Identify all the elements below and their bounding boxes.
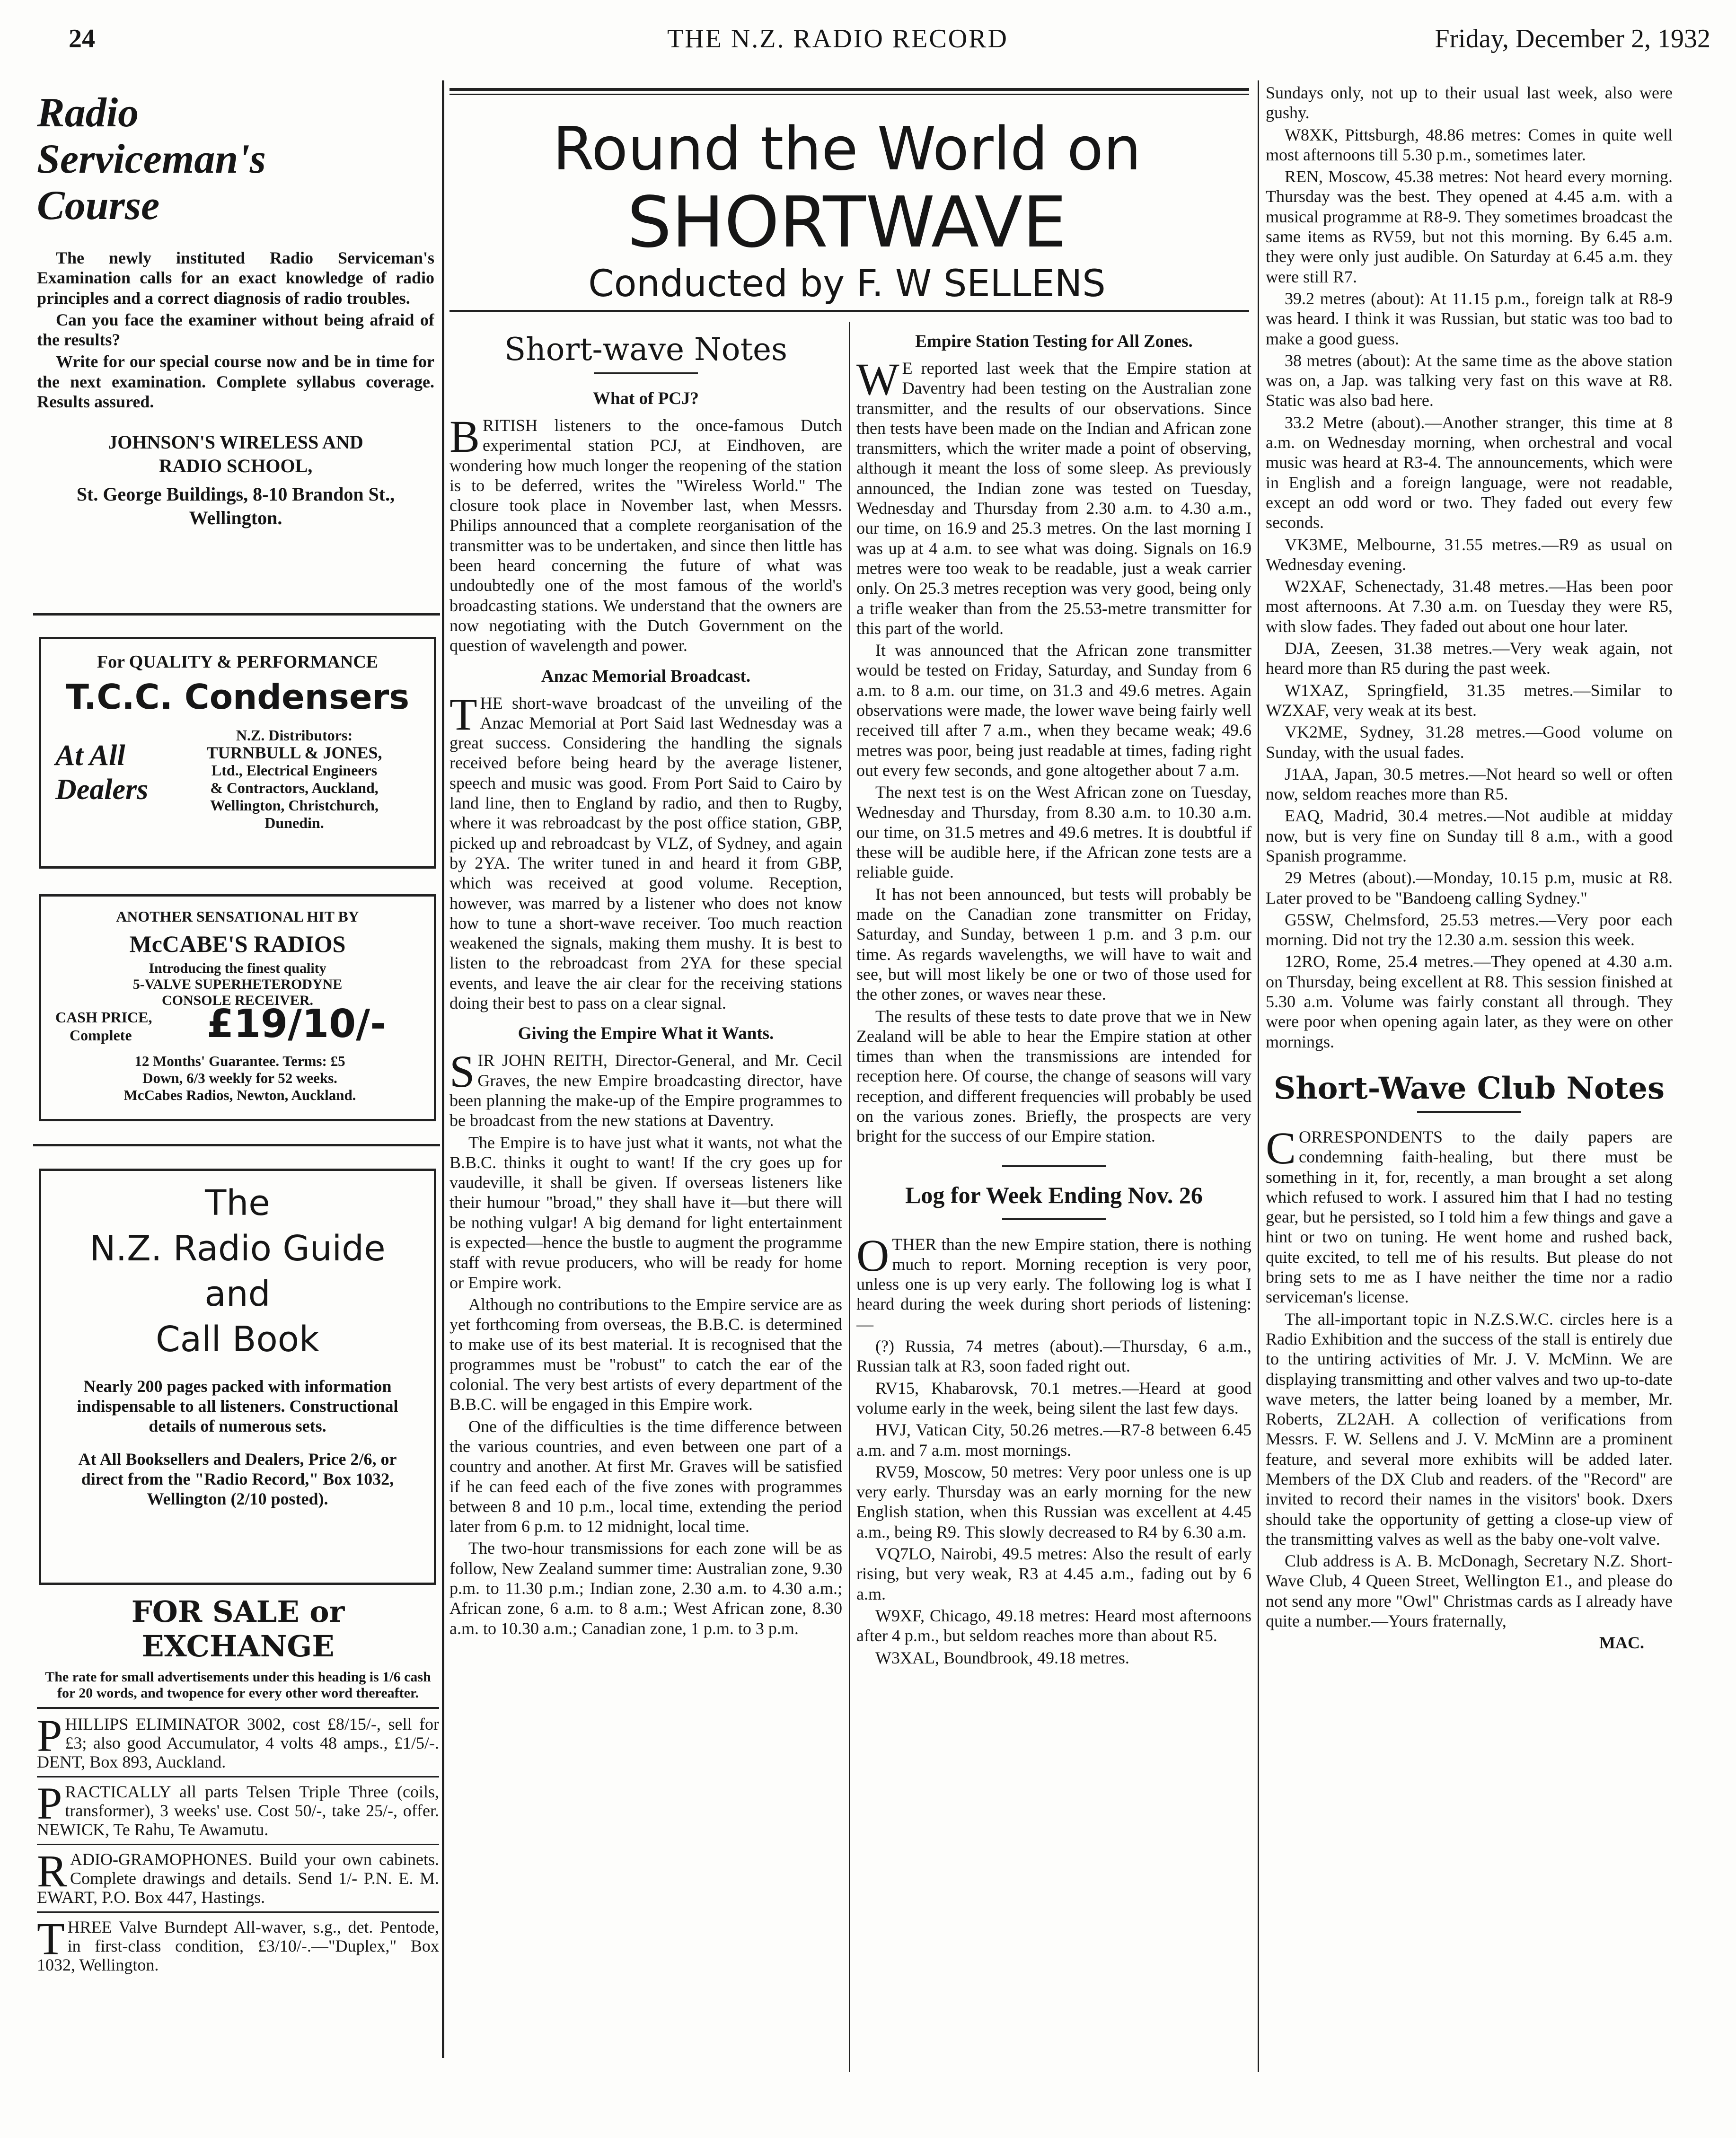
guide-title: and	[204, 1274, 271, 1314]
ad-body: The newly instituted Radio Serviceman's Examination calls for an exact knowledge of radio principles and a correct diagnosis of radio troubles.	[37, 248, 434, 308]
issue-date: Friday, December 2, 1932	[1435, 24, 1710, 53]
banner	[445, 99, 1249, 305]
mccabe-terms: Down, 6/3 weekly for 52 weeks.	[142, 1070, 337, 1086]
empire-testing-column	[856, 331, 1251, 2072]
mccabe-intro: CONSOLE RECEIVER.	[161, 993, 314, 1008]
classifieds-rule	[37, 1707, 439, 1709]
tcc-distributor: Dunedin.	[264, 814, 324, 831]
classified-item: THREE Valve Burndept All-waver, s.g., det. Pentode, in first-class condition, £3/10/-.—"Duplex," Box 1032, Wellington.	[37, 1913, 439, 1974]
subheading: Giving the Empire What it Wants.	[518, 1024, 774, 1044]
log-entry: VQ7LO, Nairobi, 49.5 metres: Also the result of early rising, but very weak, R3 at 4.45 a.m., fading out by 6 a.m.	[856, 1544, 1251, 1603]
article-paragraph: One of the difficulties is the time difference between the various countries, and even between one part of a country and another. At first Mr. Graves will be satisfied if he can feed each of the five zones with programmes between 8 and 10 p.m., local time, extending the period later from 6 p.m. to 12 midnight, local time.	[449, 1417, 842, 1536]
mccabe-price: £19/10/-	[207, 1002, 387, 1047]
masthead	[0, 19, 1736, 71]
classifieds-rule	[37, 1776, 439, 1777]
article-paragraph: The next test is on the West African zone on Tuesday, Wednesday and Thursday, from 8.30 a.m. to 10.30 a.m. our time, on 31.5 metres and 49.6 metres. It is doubtful if these will be audible here, if the African zone tests are a reliable guide.	[856, 783, 1251, 882]
school-address: St. George Buildings, 8-10 Brandon St.,	[76, 484, 395, 505]
classified-item: PHILLIPS ELIMINATOR 3002, cost £8/15/-, sell for £3; also good Accumulator, 4 volts 48 amps., £1/5/-. DENT, Box 893, Auckland.	[37, 1710, 439, 1771]
log-entry: 39.2 metres (about): At 11.15 p.m., foreign talk at R8-9 was heard. I think it was Russian, but static was too bad to make a good guess.	[1266, 289, 1673, 348]
club-paragraph: The all-important topic in N.Z.S.W.C. circles here is a Radio Exhibition and the success of the stall is entirely due to the untiring activities of Mr. J. V. McMinn. We are displaying transmitting and other valves and two up-to-date wave meters, the latter being loaned by a member, Mr. Roberts, ZL2AH. A collection of verifications from Messrs. F. W. Sellens and J. V. McMinn are a prominent feature, and several more exhibits will be added later. Members of the DX Club and readers. of the "Record" are invited to record their names in the visitors' book. Dxers should take the opportunity of getting a close-up view of the transmitting valves as well as the baby one-volt valve.	[1266, 1309, 1673, 1549]
school-address: Wellington.	[189, 507, 282, 529]
serviceman-ad	[37, 90, 434, 610]
log-entry: G5SW, Chelmsford, 25.53 metres.—Very poor each morning. Did not try the 12.30 a.m. session this week.	[1266, 910, 1673, 950]
section-divider	[33, 613, 440, 616]
log-entry: W3XAL, Boundbrook, 49.18 metres.	[875, 1648, 1129, 1667]
school-name: RADIO SCHOOL,	[159, 455, 313, 477]
log-title: Log for Week Ending Nov. 26	[905, 1181, 1203, 1208]
page-number: 24	[69, 24, 95, 53]
classifieds	[37, 1590, 439, 2063]
classified-item: RADIO-GRAMOPHONES. Build your own cabinets. Complete drawings and details. Send 1/- P.N. E. M. EWART, P.O. Box 447, Hastings.	[37, 1846, 439, 1907]
article-paragraph: SIR JOHN REITH, Director-General, and Mr. Cecil Graves, the new Empire broadcasting director, have been planning the make-up of the Empire programmes to be broadcast from the new stations at Daventry.	[449, 1046, 842, 1130]
log-entry: W1XAZ, Springfield, 31.35 metres.—Similar to WZXAF, very weak at its best.	[1266, 680, 1673, 720]
column-rule	[1258, 80, 1259, 2072]
section-title: Short-wave Notes	[504, 331, 787, 368]
banner-rule-top	[449, 88, 1249, 91]
tcc-distributor: N.Z. Distributors:	[236, 727, 353, 744]
tcc-product: T.C.C. Condensers	[65, 677, 410, 717]
club-title: Short-Wave Club Notes	[1273, 1070, 1665, 1106]
tcc-ad	[39, 637, 436, 869]
log-entry: HVJ, Vatican City, 50.26 metres.—R7-8 between 6.45 a.m. and 7 a.m. most mornings.	[856, 1420, 1251, 1460]
log-entry: RV15, Khabarovsk, 70.1 metres.—Heard at good volume early in the week, being silent the last few days.	[856, 1378, 1251, 1417]
mccabe-intro: Introducing the finest quality	[149, 960, 326, 976]
log-entry: (?) Russia, 74 metres (about).—Thursday, 6 a.m., Russian talk at R3, soon faded right out.	[856, 1337, 1251, 1376]
banner-byline: Conducted by F. W SELLENS	[588, 263, 1106, 305]
banner-line: Round the World on	[553, 114, 1141, 184]
log-entry: W9XF, Chicago, 49.18 metres: Heard most afternoons after 4 p.m., but seldom reaches more than about R5.	[856, 1606, 1251, 1645]
article-paragraph: The two-hour transmissions for each zone will be as follow, New Zealand summer time: Australian zone, 9.30 p.m. to 11.30 p.m.; Indian zone, 2.30 a.m. to 4.30 a.m.; African zone, 6 a.m. to 8 a.m.; West African zone, 8.30 a.m. to 10.30 a.m.; Canadian zone, 1 p.m. to 3 p.m.	[449, 1539, 842, 1638]
mccabe-terms: 12 Months' Guarantee. Terms: £5	[134, 1053, 345, 1069]
mccabe-intro: 5-VALVE SUPERHETERODYNE	[132, 977, 343, 992]
log-entry: VK3ME, Melbourne, 31.55 metres.—R9 as usual on Wednesday evening.	[1266, 535, 1673, 574]
column-rule	[849, 322, 850, 2072]
log-entry: 29 Metres (about).—Monday, 10.15 p.m, music at R8. Later proved to be "Bandoeng calling Sydney."	[1266, 868, 1673, 907]
mccabe-ad	[39, 894, 436, 1121]
publication-name: THE N.Z. RADIO RECORD	[667, 24, 1008, 53]
classifieds-rate: The rate for small advertisements under this heading is 1/6 cash for 20 words, and twopence for every other word thereafter.	[45, 1669, 431, 1701]
guide-title: N.Z. Radio Guide	[89, 1228, 386, 1269]
article-paragraph: WE reported last week that the Empire station at Daventry had been testing on the Australian zone transmitter, and the results of our observations. Since then tests have been made on the Indian and African zone transmitters, which the writer made a point of observing, although it meant the loss of some sleep. As previously announced, the Indian zone was tested on Tuesday, Wednesday and Thursday from 2.30 a.m. to 4.30 a.m., our time, on 16.9 and 25.3 metres. On the last morning I was up at 4 a.m. to see what was doing. Signals on 16.9 metres were too weak to be readable, just a weak carrier only. On 25.3 metres reception was very good, being only a trifle weaker than from the 25.53-metre transmitter for this part of the world.	[856, 354, 1251, 638]
log-entry: DJA, Zeesen, 31.38 metres.—Very weak again, not heard more than R5 during the past week.	[1266, 639, 1673, 678]
log-entry: W2XAF, Schenectady, 31.48 metres.—Has been poor most afternoons. At 7.30 a.m. on Tuesday they were R5, with slow fades. They faded out about one hour later.	[1266, 577, 1673, 636]
log-entry: W8XK, Pittsburgh, 48.86 metres: Comes in quite well most afternoons till 5.30 p.m., sometimes later.	[1266, 125, 1673, 164]
tcc-distributor: Ltd., Electrical Engineers	[211, 762, 378, 779]
log-continued-column	[1266, 83, 1673, 2070]
article-paragraph: BRITISH listeners to the once-famous Dutch experimental station PCJ, at Eindhoven, are wondering how much longer the reopening of the station is to be deferred, writes the "Wireless World." The closure took place in November last, when Messrs. Philips announced that a complete reorganisation of the transmitter was to be undertaken, and since then little has been heard concerning the future of what was undoubtedly one of the most famous of the world's broadcasting stations. We understand that the owners are now negotiating with the Dutch Government on the question of wavelength and power.	[449, 411, 842, 655]
mccabe-cash: Complete	[70, 1027, 132, 1044]
subheading: Empire Station Testing for All Zones.	[915, 332, 1193, 351]
article-paragraph: The Empire is to have just what it wants, not what the B.B.C. thinks it ought to want! If the cry goes up for vaudeville, it shall be given. If overseas listeners like their humour "broad," they shall have it—but there will be nothing vulgar! A big demand for light entertainment is expected—hence the bustle to augment the programme staff with revue producers, who will be ready for home or Empire work.	[449, 1133, 842, 1292]
log-entry: 38 metres (about): At the same time as the above station was on, a Jap. was talking very fast on this wave at R8. Static was also bad here.	[1266, 351, 1673, 410]
log-entry: 12RO, Rome, 25.4 metres.—They opened at 4.30 a.m. on Thursday, being excellent at R8. This session finished at 5.30 a.m. Volume was fairly constant all through. They were poor when opening again later, as they were on other mornings.	[1266, 952, 1673, 1051]
title-rule	[1417, 1111, 1521, 1113]
subheading: Anzac Memorial Broadcast.	[541, 666, 751, 686]
title-rule	[594, 372, 698, 374]
mccabe-terms: McCabes Radios, Newton, Auckland.	[123, 1087, 356, 1103]
radio-guide-ad	[39, 1169, 436, 1585]
tcc-at-all: At All	[55, 739, 125, 772]
guide-title: Call Book	[156, 1319, 319, 1360]
shortwave-notes-column	[449, 331, 842, 2072]
classifieds-heading: FOR SALE or EXCHANGE	[131, 1594, 345, 1663]
log-entry: REN, Moscow, 45.38 metres: Not heard every morning. Thursday was the best. They opened at 4.45 a.m. with a musical programme at R8-9. They sometimes broadcast the same items as RV59, but not this morning. By 6.45 a.m. they were only just audible. On Saturday at 6.45 a.m. they were still R7.	[1266, 167, 1673, 286]
mccabe-cash: CASH PRICE,	[55, 1009, 152, 1026]
tcc-distributor: Wellington, Christchurch,	[210, 797, 379, 814]
tcc-distributor: & Contractors, Auckland,	[210, 779, 379, 796]
log-entry: VK2ME, Sydney, 31.28 metres.—Good volume on Sunday, with the usual fades.	[1266, 722, 1673, 762]
log-entry: EAQ, Madrid, 30.4 metres.—Not audible at midday now, but is very fine on Sunday till 8 a.m., with a good Spanish programme.	[1266, 806, 1673, 865]
banner-line: SHORTWAVE	[627, 182, 1067, 263]
tcc-distributor: TURNBULL & JONES,	[206, 743, 382, 762]
mccabe-brand: McCABE'S RADIOS	[129, 931, 346, 957]
ad-body: Can you face the examiner without being afraid of the results?	[37, 310, 434, 350]
log-entry: 33.2 Metre (about).—Another stranger, this time at 8 a.m. on Wednesday morning, when orchestral and vocal music was heard at R3-4. The announcements, which were in English and a foreign language, were not readable, except an odd word or two. They faded out every few seconds.	[1266, 413, 1673, 532]
signature: MAC.	[1599, 1633, 1644, 1653]
title-rule	[1002, 1218, 1106, 1220]
article-paragraph: OTHER than the new Empire station, there is nothing much to report. Morning reception is very poor, unless one is up very early. The following log is what I heard during the week during short periods of listening:—	[856, 1230, 1251, 1334]
tcc-tagline: For QUALITY & PERFORMANCE	[97, 652, 379, 672]
school-name: JOHNSON'S WIRELESS AND	[108, 431, 363, 453]
tcc-dealers: Dealers	[55, 774, 149, 806]
article-paragraph: The results of these tests to date prove that we in New Zealand will be able to hear the Empire station at other times than when the transmissions are intended for reception here. Of course, the change of seasons will vary reception, and different frequencies will probably be used on the various zones. Briefly, the prospects are very bright for the success of our Empire station.	[856, 1006, 1251, 1146]
guide-body: Nearly 200 pages packed with information indispensable to all listeners. Constructional details of numerous sets.	[77, 1377, 398, 1435]
article-paragraph: It was announced that the African zone transmitter would be tested on Friday, Saturday, and Sunday from 6 a.m. to 8 a.m. our time, on 31.3 and 49.6 metres. Again observations were made, the lower wave being fairly well received till after 7 a.m., when they became weak; 49.6 metres was poor, being just readable at times, fading right out every few seconds, and gone altogether about 7 a.m.	[856, 641, 1251, 780]
article-paragraph: Although no contributions to the Empire service are as yet forthcoming from overseas, the B.B.C. is determined to make use of its best material. It is recognised that the programmes must be "robust" to catch the ear of the colonial. The very best artists of every department of the B.B.C. will be engaged in this Empire work.	[449, 1294, 842, 1414]
log-entry: Sundays only, not up to their usual last week, also were gushy.	[1266, 83, 1673, 123]
banner-rule-bottom	[449, 310, 1249, 312]
classified-item: PRACTICALLY all parts Telsen Triple Three (coils, transformer), 3 weeks' use. Cost 50/-, take 25/-, offer. NEWICK, Te Rahu, Te Awamutu.	[37, 1778, 439, 1839]
classifieds-rule	[37, 1911, 439, 1913]
section-divider	[33, 1144, 440, 1146]
log-entry: J1AA, Japan, 30.5 metres.—Not heard so well or often now, seldom reaches more than R5.	[1266, 764, 1673, 804]
column-rule	[442, 80, 444, 2058]
banner-rule-top	[449, 94, 1249, 95]
log-entry: RV59, Moscow, 50 metres: Very poor unless one is up very early. Thursday was an early morning for the new English station, when this Russian was excellent at 4.45 a.m., being R9. This slowly decreased to R4 by 6.30 a.m.	[856, 1462, 1251, 1541]
ad-title-line: Course	[37, 183, 160, 229]
guide-body: At All Booksellers and Dealers, Price 2/6, or direct from the "Radio Record," Box 1032, Wellington (2/10 posted).	[78, 1450, 397, 1508]
subheading: What of PCJ?	[592, 389, 699, 408]
guide-title: The	[205, 1183, 270, 1223]
classifieds-rule	[37, 1844, 439, 1845]
ad-title-line: Serviceman's	[37, 136, 266, 182]
ad-body: Write for our special course now and be in time for the next examination. Complete syllabus coverage. Results assured.	[37, 352, 434, 412]
article-paragraph: It has not been announced, but tests will probably be made on the Canadian zone transmitter on Friday, Saturday, and Sunday, between 1 p.m. and 3 p.m. our time. As regards wavelengths, we will have to wait and see, but will most likely be one or two of those used for the other zones, or waves near these.	[856, 884, 1251, 1004]
mccabe-headline: ANOTHER SENSATIONAL HIT BY	[116, 908, 359, 925]
club-paragraph: Club address is A. B. McDonagh, Secretary N.Z. Short-Wave Club, 4 Queen Street, Wellington E1., and please do not send any more "Owl" Christmas cards as I already have quite a number.—Yours fraternally,	[1266, 1551, 1673, 1631]
article-paragraph: THE short-wave broadcast of the unveiling of the Anzac Memorial at Port Said last Wednesday was a great success. Considering the handling the signals received before being heard by the average listener, speech and music was good. From Port Said to Cairo by land line, then to England by radio, and then to Rugby, where it was rebroadcast by the post office station, GBP, picked up and rebroadcast by VLZ, of Sydney, and again by 2YA. The writer tuned in and heard it from GBP, which was received at good volume. Reception, however, was marred by a listener who does not know how to tune a short-wave receiver. Too much reaction weakened the signals, making them mushy. It is best to listen to the rebroadcast from 2YA for these special events, and leave the air clear for the receiving stations doing their best to pass on a clear signal.	[449, 688, 842, 1013]
ad-title-line: Radio	[37, 90, 139, 136]
section-rule	[1002, 1165, 1106, 1167]
club-paragraph: CORRESPONDENTS to the daily papers are condemning faith-healing, but there must be something in it, for, recently, a man brought a set along which refused to work. I assured him that I had no testing gear, but he persisted, so I told him a few things and gave a hint or two on tuning. He went home and rushed back, quite excited, to tell me of his results. But please do not bring sets to me as I have neither the time nor a radio serviceman's license.	[1266, 1122, 1673, 1307]
